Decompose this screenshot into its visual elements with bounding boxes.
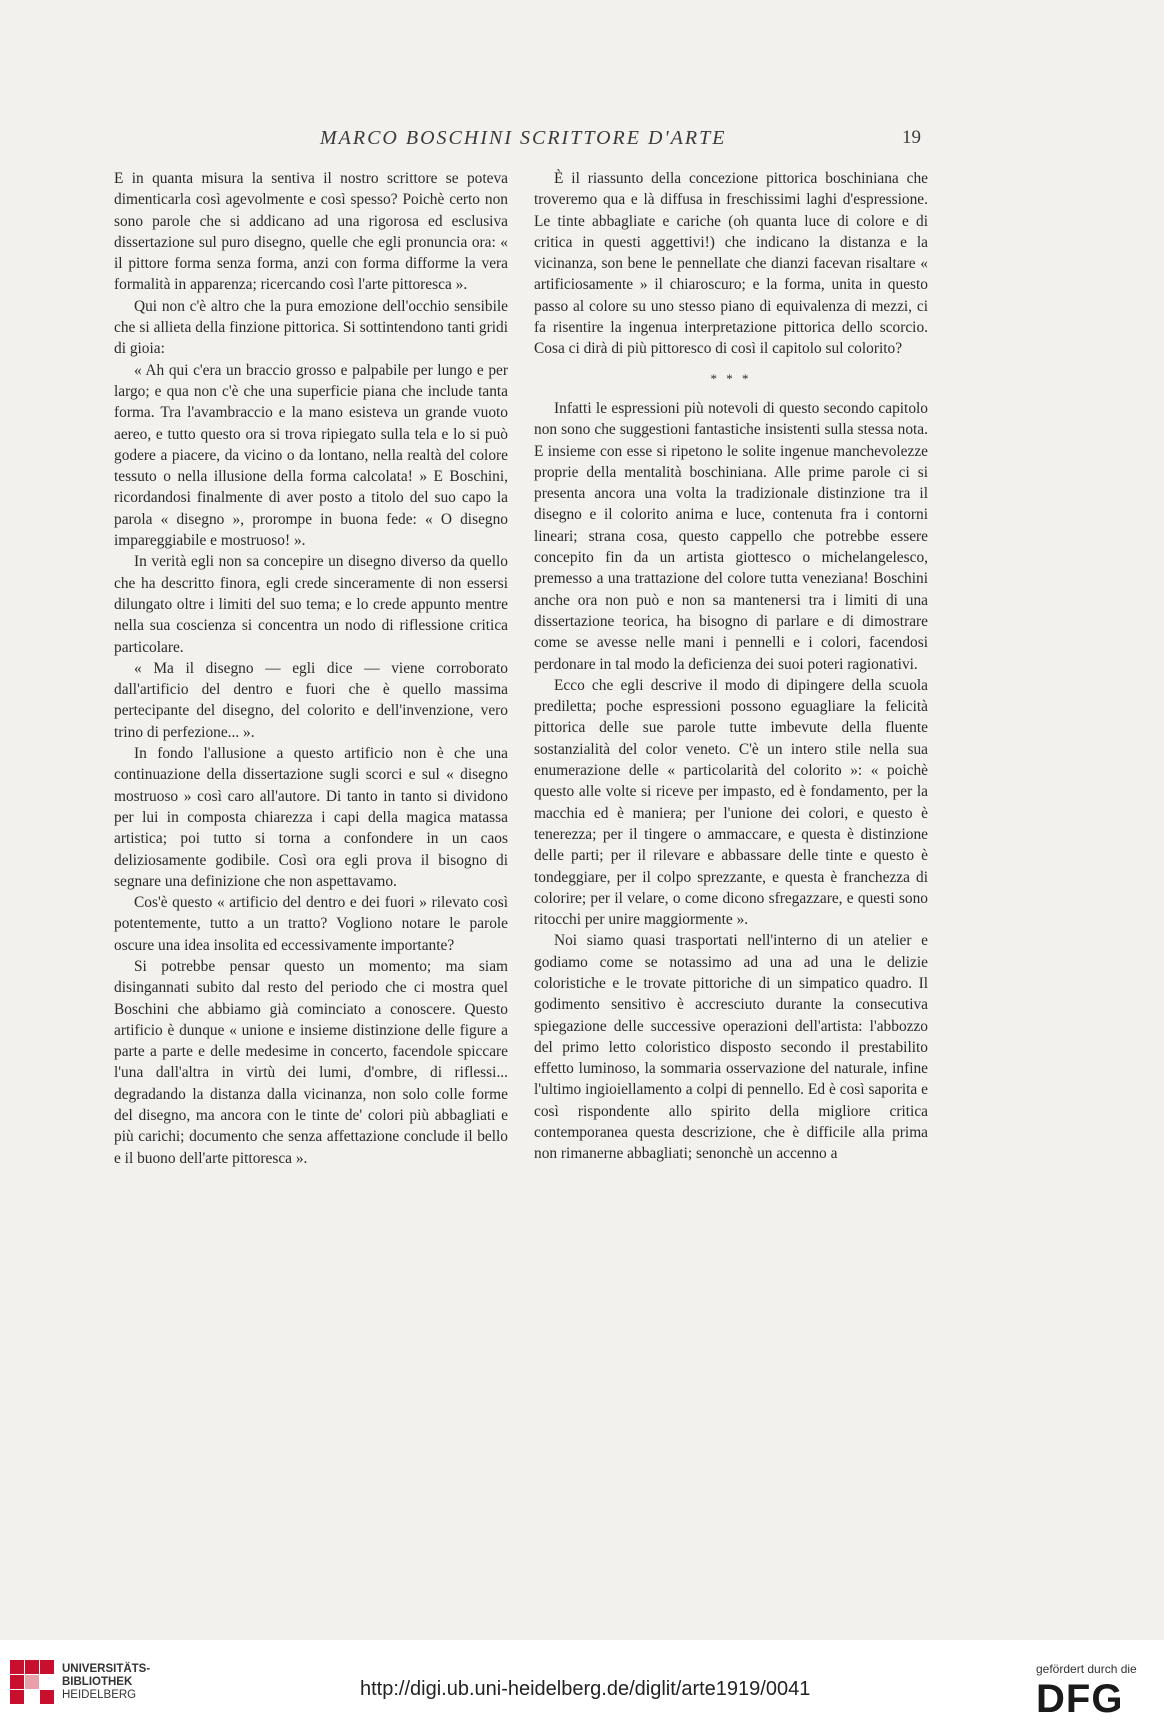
- paragraph: E in quanta misura la sentiva il nostro scrittore se poteva dimenticarla così agevolmente e così spesso? Poichè certo non sono parole che si addicano ad una rigorosa ed esclusiva dissertazione sul puro disegno, quelle che egli pronuncia ora: « il pittore forma senza forma, anzi con forma difforme la vera formalità in apparenza; ricercando così l'arte pittoresca ».: [114, 170, 508, 294]
- funder-block[interactable]: [1036, 1662, 1137, 1720]
- paragraph: In verità egli non sa concepire un disegno diverso da quello che ha descritto finora, egli crede sinceramente di non essersi dilungato oltre i limiti del suo tema; e lo crede appunto mentre nella sua coscienza si concentra un nodo di riflessione critica particolare.: [114, 553, 508, 656]
- paragraph: Qui non c'è altro che la pura emozione dell'occhio sensibile che si allieta della finzione pittorica. Si sottintendono tanti gridi di gioia:: [114, 297, 508, 358]
- permalink-url[interactable]: http://digi.ub.uni-heidelberg.de/diglit/arte1919/0041: [360, 1678, 811, 1700]
- paragraph: Infatti le espressioni più notevoli di questo secondo capitolo non sono che suggestioni fantastiche insistenti sulla stessa nota. E insieme con esse si ripetono le solite ingenue manchevolezze proprie della mentalità boschiniana. Alle prime parole ci si presenta ancora una volta la tradizionale distinzione tra il disegno e il colorito anima e luce, contenuta fra i contorni lineari; strana cosa, questo cappello che potrebbe essere concepito fin da un artista giottesco o michelangelesco, premesso a una trattazione del colore tutta veneziana! Boschini anche ora non può e non sa mantenersi tra i limiti di una dissertazione teorica, ha bisogno di parlare e di dimostrare come se avesse nelle mani i pennelli e i colori, facendosi perdonare in tal modo la deficienza dei suoi poteri ragionativi.: [534, 399, 928, 673]
- paragraph: Noi siamo quasi trasportati nell'interno di un atelier e godiamo come se notassimo ad una ad una le delizie coloristiche e le trovate pittoriche di un simpatico quadro. Il godimento sensitivo è accresciuto durante la consecutiva spiegazione delle successive operazioni dell'artista: l'abbozzo del primo letto coloristico disposto secondo il prestabilito effetto luminoso, la sommaria osservazione del naturale, infine l'ultimo ingioiellamento a colpi di pennello. Ed è così saporita e così rispondente allo spirito della migliore critica contemporanea questa descrizione, che è difficile alla prima non rimanerne abbagliati; senonchè un accenno a: [534, 932, 928, 1163]
- left-column: [114, 168, 508, 1169]
- paragraph: Si potrebbe pensar questo un momento; ma siam disingannati subito dal resto del periodo che ci mostra quel Boschini che abbiamo già cominciato a conoscere. Questo artificio è dunque « unione e insieme distinzione delle figure a parte a parte e delle medesime in concerto, facendole spiccare l'una dall'altra in virtù dei lumi, d'ombre, di riflessi... degradando la distanza dalla vicinanza, non solo colle forme del disegno, ma ancora con le tinte de' colori più abbagliati e più carichi; documento che senza affettazione conclude il bello e il buono dell'arte pittoresca ».: [114, 957, 508, 1167]
- library-name: UNIVERSITÄTS- BIBLIOTHEK HEIDELBERG: [62, 1662, 151, 1701]
- paragraph: Ecco che egli descrive il modo di dipingere della scuola prediletta; poche espressioni possono eguagliare la felicità pittorica delle sue parole tutte imbevute della fluente sostanzialità del color veneto. C'è un intero stile nella sua enumerazione delle « particolarità del colorito »: « poichè questo alle volte si riceve per impasto, ed è fondamento, per la macchia ed è maniera; per l'unione dei colori, e questo è tenerezza; per il tingere o ammaccare, e questa è distinzione delle parti; per il rilevare e abbassare delle tinte e questo è tondeggiare, per il colpo sprezzante, e questa è franchezza di colorire; per il velare, o come dicono sfregazzare, e questi sono ritocchi per unire maggiormente ».: [534, 676, 928, 929]
- paragraph: « Ma il disegno — egli dice — viene corroborato dall'artificio del dentro e fuori che è quello massima pertecipante del disegno, del colorito e dell'invenzione, vero trino di perfezione... ».: [114, 659, 508, 741]
- university-library-logo[interactable]: [10, 1660, 150, 1704]
- page-number: 19: [902, 127, 921, 148]
- digitization-footer: [0, 1640, 1164, 1734]
- right-column: [534, 168, 928, 1165]
- paragraph: È il riassunto della concezione pittorica boschiniana che troveremo qua e là diffusa in freschissimi laghi d'espressione. Le tinte abbagliate e cariche (oh quanta luce di colore e di critica in questi aggettivi!) che indicano la distanza e la vicinanza, son bene le pennellate che dianzi facevan risaltare « artificiosamente » il chiaroscuro; e la forma, unita in questo passo al colore su uno stesso piano di equivalenza di mezzi, ci fa risentire la ingenua interpretazione pittorica dello scorcio. Cosa ci dirà di più pittoresco di così il capitolo sul colorito?: [534, 170, 928, 358]
- dfg-logo: DFG: [1036, 1677, 1124, 1721]
- paragraph: In fondo l'allusione a questo artificio non è che una continuazione della dissertazione sugli scorci e sul « disegno mostruoso » così caro all'autore. Di tanto in tanto si dividono per lui in composta chiarezza i capi della magica matassa artistica; poi tutto si torna a confondere in un caos deliziosamente godibile. Così ora egli prova il bisogno di segnare una definizione che non aspettavamo.: [114, 745, 508, 890]
- library-emblem-icon: [10, 1660, 54, 1704]
- paragraph: Cos'è questo « artificio del dentro e dei fuori » rilevato così potentemente, tutto a un tratto? Vogliono notare le parole oscure una idea insolita ed eccessivamente importante?: [114, 894, 508, 954]
- funding-caption: gefördert durch die: [1036, 1662, 1137, 1676]
- running-title: MARCO BOSCHINI SCRITTORE D'ARTE: [320, 127, 727, 149]
- section-break-asterism: * * *: [710, 370, 752, 386]
- paragraph: « Ah qui c'era un braccio grosso e palpabile per lungo e per largo; e qua non c'è che una superficie piana che include tanta forma. Tra l'avambraccio e la mano esisteva un grande vuoto aereo, e tutto questo ora si trova ripiegato sulla tela e lo si può godere a piacere, da vicino o da lontano, nella realtà del colore tessuto o nella illusione della forma calcolata! » E Boschini, ricordandosi finalmente di aver posto a titolo del suo capo la parola « disegno », prorompe in buona fede: « O disegno impareggiabile e mostruoso! ».: [114, 361, 508, 550]
- page-header: [0, 127, 1164, 153]
